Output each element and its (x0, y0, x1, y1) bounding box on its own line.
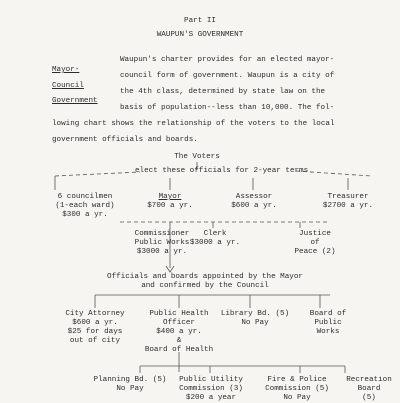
paragraph-line-5: lowing chart shows the relationship of the voters to the local (52, 120, 335, 128)
appointed-line-1: Officials and boards appointed by the Mayor (107, 273, 303, 281)
commissioner-public-works: Commissioner Public Works $3000 a yr. (134, 230, 190, 256)
planning-board: Planning Bd. (5) No Pay (93, 376, 167, 393)
part-heading: Part II (184, 17, 216, 25)
city-attorney: City Attorney $600 a yr. $25 for days out of city (65, 310, 125, 345)
elected-mayor: Mayor $700 a yr. (147, 193, 193, 210)
paragraph-line-4: basis of population--less than 10,000. The fol- (120, 104, 335, 112)
clerk: Clerk $3000 a yr. (189, 230, 241, 247)
library-board: Library Bd. (5) No Pay (220, 310, 290, 327)
paragraph-line-6: government officials and boards. (52, 136, 198, 144)
appointed-line-2: and confirmed by the Council (141, 282, 269, 290)
voters-label: The Voters (174, 153, 220, 161)
recreation-board: Recreation Board (5) (346, 376, 392, 402)
public-utility-commission: Public Utility Commission (3) $200 a year (179, 376, 243, 402)
fire-police-commission: Fire & Police Commission (5) No Pay (265, 376, 329, 402)
elected-councilmen: 6 councilmen (1-each ward) $300 a yr. (55, 193, 115, 219)
paragraph-line-3: the 4th class, determined by state law on the (120, 88, 326, 96)
elected-assessor: Assessor $600 a yr. (231, 193, 277, 210)
page-title: WAUPUN'S GOVERNMENT (156, 31, 244, 39)
board-of-public-works: Board of Public Works (309, 310, 347, 336)
elected-treasurer: Treasurer $2700 a yr. (322, 193, 374, 210)
margin-note-1: Mayor- (52, 66, 80, 74)
paragraph-line-1: Waupun's charter provides for an elected mayor- (120, 56, 335, 64)
public-health-officer: Public Health Officer $400 a yr. & Board of Health (144, 310, 214, 354)
elect-line: elect these officials for 2-year terms (135, 167, 309, 175)
justice-of-peace: Justice of Peace (2) (294, 230, 336, 256)
margin-note-2: Council (52, 82, 84, 90)
margin-note-3: Government (52, 97, 98, 105)
paragraph-line-2: council form of government. Waupun is a city of (120, 72, 335, 80)
